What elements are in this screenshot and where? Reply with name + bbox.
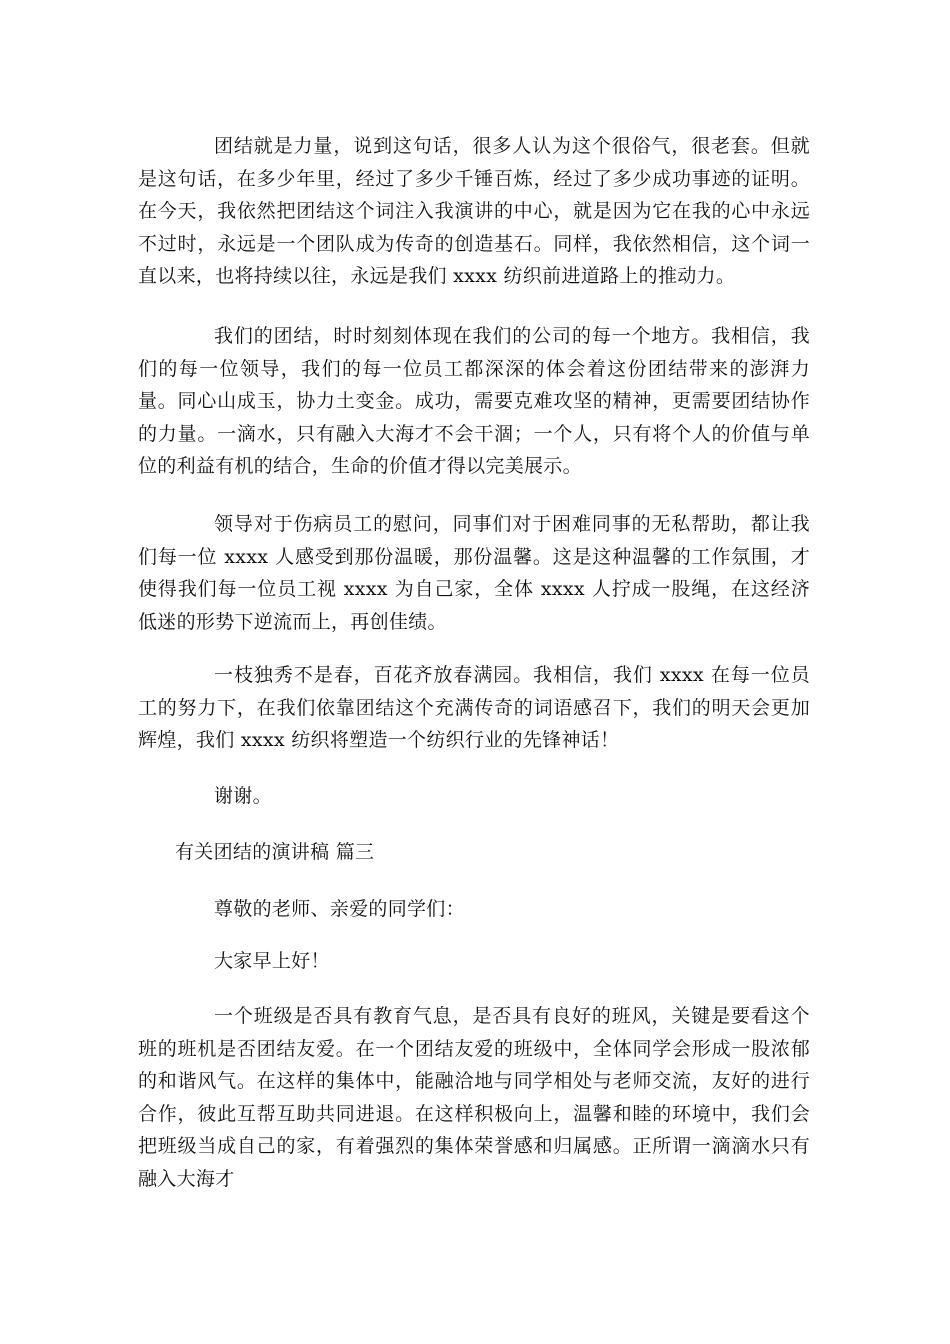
paragraph-caring-colleagues: 领导对于伤病员工的慰问，同事们对于困难同事的无私帮助，都让我们每一位 xxxx 人感受到那份温暖，那份温馨。这是这种温馨的工作氛围，才使得我们每一位员工视 xxxx 为自己家，全体 xxxx 人拧成一股绳，在这经济低迷的形势下逆流而上，再创佳绩。: [138, 513, 810, 633]
paragraph-bright-future: 一枝独秀不是春，百花齐放春满园。我相信，我们 xxxx 在每一位员工的努力下，在我们依靠团结这个充满传奇的词语感召下，我们的明天会更加辉煌，我们 xxxx 纺织将塑造一个纺织行业的先锋神话！: [138, 664, 810, 751]
paragraph-class-unity: 一个班级是否具有教育气息，是否具有良好的班风，关键是要看这个班的班机是否团结友爱。在一个团结友爱的班级中，全体同学会形成一股浓郁的和谐风气。在这样的集体中，能融洽地与同学相处与老师交流，友好的进行合作，彼此互帮互助共同进退。在这样积极向上，温馨和睦的环境中，我们会把班级当成自己的家，有着强烈的集体荣誉感和归属感。正所谓一滴滴水只有融入大海才: [138, 1005, 810, 1190]
paragraph-unity-is-strength: 团结就是力量，说到这句话，很多人认为这个很俗气，很老套。但就是这句话，在多少年里，经过了多少千锤百炼，经过了多少成功事迹的证明。在今天，我依然把团结这个词注入我演讲的中心，就是因为它在我的心中永远不过时，永远是一个团队成为传奇的创造基石。同样，我依然相信，这个词一直以来，也将持续以往，永远是我们 xxxx 纺织前进道路上的推动力。: [138, 135, 810, 287]
section-title: 有关团结的演讲稿 篇三: [175, 841, 375, 863]
salutation-line: 大家早上好！: [214, 950, 330, 972]
paragraph-company-unity: 我们的团结，时时刻刻体现在我们的公司的每一个地方。我相信，我们的每一位领导，我们的每一位员工都深深的体会着这份团结带来的澎湃力量。同心山成玉，协力土变金。成功，需要克难攻坚的精神，更需要团结协作的力量。一滴水，只有融入大海才不会干涸；一个人，只有将个人的价值与单位的利益有机的结合，生命的价值才得以完美展示。: [138, 325, 810, 477]
greeting-line: 尊敬的老师、亲爱的同学们：: [214, 898, 465, 920]
paragraph-thanks: 谢谢。: [214, 785, 272, 807]
